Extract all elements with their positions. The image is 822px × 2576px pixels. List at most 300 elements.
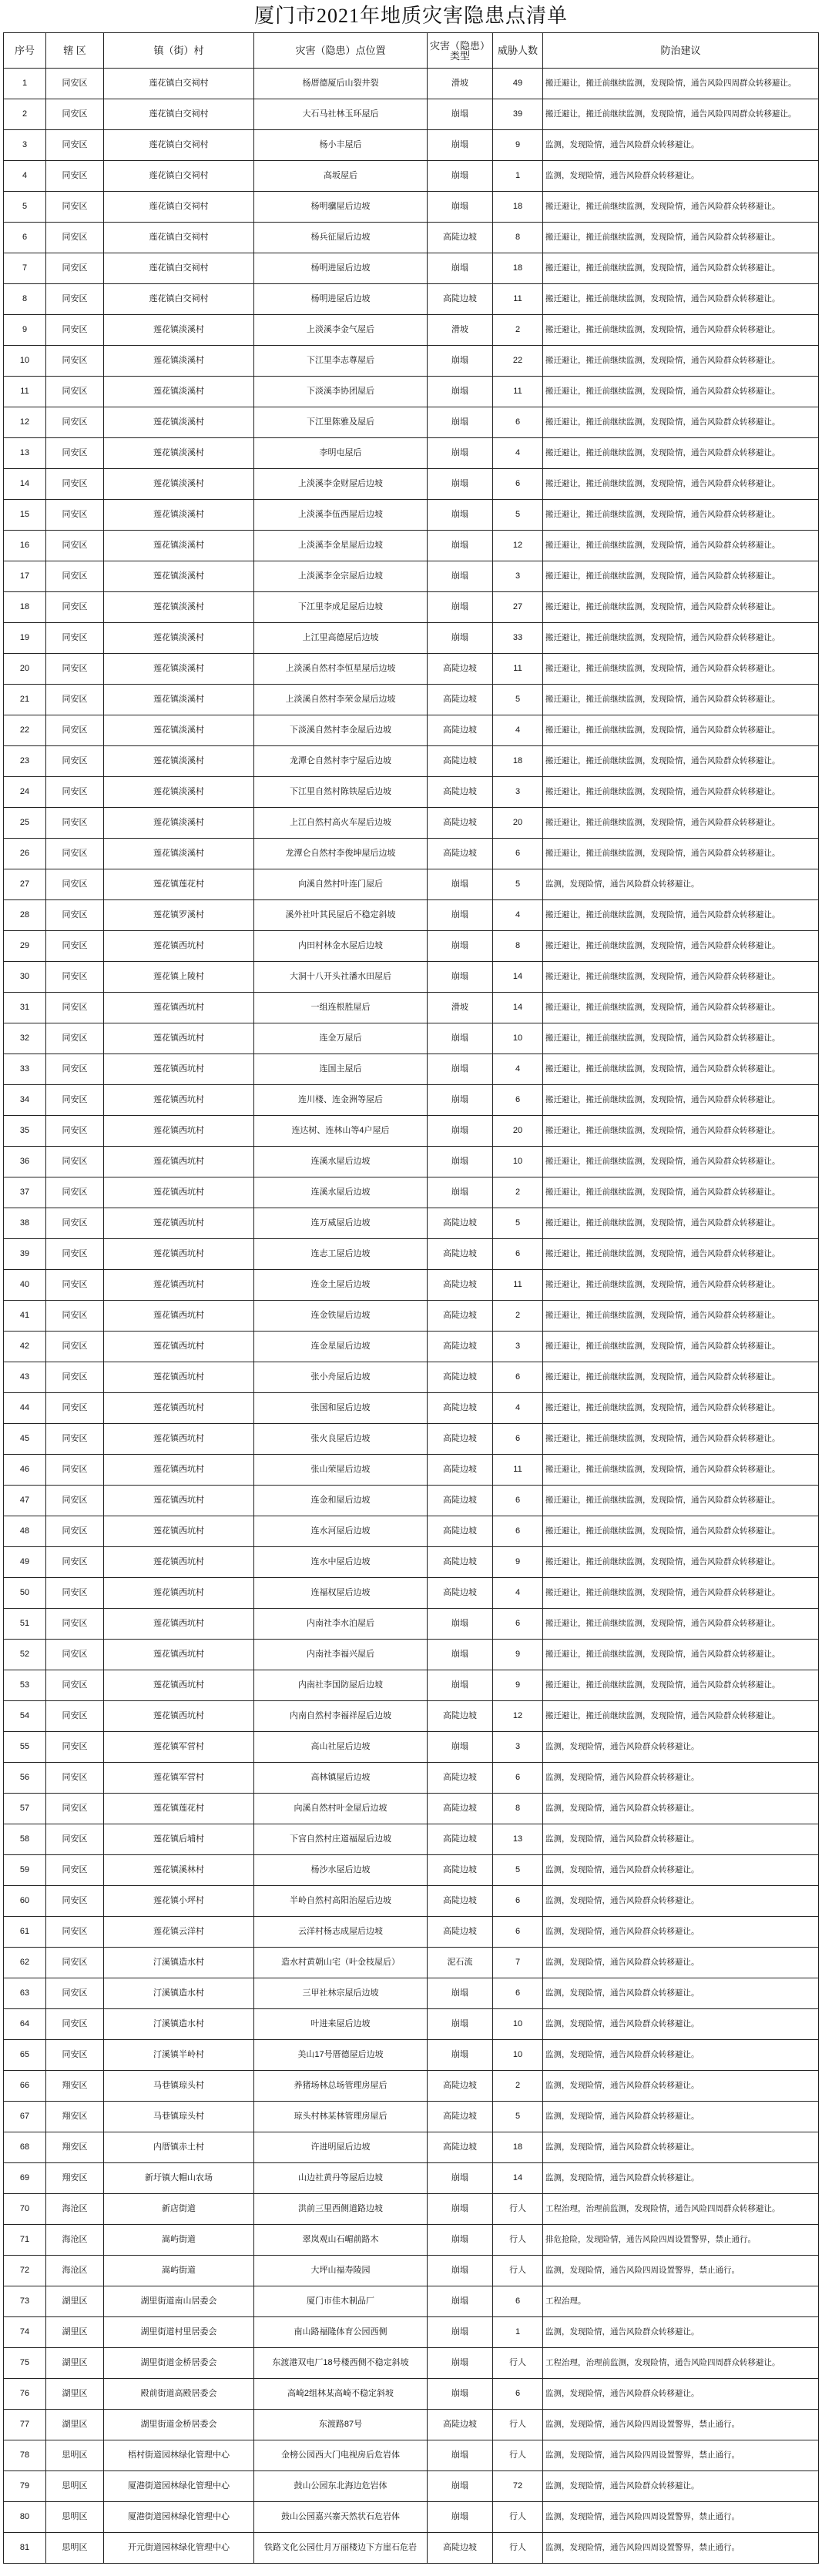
table-row <box>4 1332 819 1362</box>
cell-prevention-advice: 搬迁避让，搬迁前继续监测，发现险情，通告风险群众转移避让。 <box>543 993 819 1023</box>
cell-town-village: 莲花镇淡溪村 <box>104 839 254 869</box>
cell-hazard-type: 崩塌 <box>428 1978 493 2009</box>
cell-threatened-people: 行人 <box>493 2348 543 2379</box>
cell-district: 同安区 <box>46 346 104 377</box>
table-row <box>4 1794 819 1824</box>
cell-prevention-advice: 搬迁避让，搬迁前继续监测，发现险情，通告风险群众转移避让。 <box>543 1455 819 1486</box>
cell-town-village: 莲花镇淡溪村 <box>104 377 254 407</box>
cell-index: 56 <box>4 1763 46 1794</box>
cell-threatened-people: 7 <box>493 1948 543 1978</box>
table-row <box>4 2286 819 2317</box>
cell-threatened-people: 行人 <box>493 2440 543 2471</box>
table-row <box>4 2132 819 2163</box>
cell-threatened-people: 6 <box>493 1978 543 2009</box>
cell-town-village: 莲花镇淡溪村 <box>104 808 254 839</box>
cell-index: 30 <box>4 962 46 993</box>
header-prevention-advice: 防治建议 <box>543 33 819 69</box>
cell-threatened-people: 11 <box>493 654 543 685</box>
cell-threatened-people: 6 <box>493 1516 543 1547</box>
cell-threatened-people: 行人 <box>493 2533 543 2564</box>
table-row <box>4 1270 819 1301</box>
cell-district: 思明区 <box>46 2533 104 2564</box>
cell-hazard-type: 崩塌 <box>428 2440 493 2471</box>
cell-town-village: 莲花镇西坑村 <box>104 1177 254 1208</box>
cell-index: 35 <box>4 1116 46 1147</box>
cell-location: 三甲社林宗屋后边坡 <box>254 1978 428 2009</box>
cell-hazard-type: 崩塌 <box>428 2286 493 2317</box>
cell-location: 溪外社叶其民屋后不稳定斜坡 <box>254 900 428 931</box>
cell-index: 74 <box>4 2317 46 2348</box>
cell-town-village: 莲花镇西坑村 <box>104 1116 254 1147</box>
cell-threatened-people: 4 <box>493 1393 543 1424</box>
cell-town-village: 莲花镇西坑村 <box>104 1301 254 1332</box>
cell-town-village: 莲花镇西坑村 <box>104 1547 254 1578</box>
cell-town-village: 莲花镇西坑村 <box>104 1270 254 1301</box>
table-row <box>4 2225 819 2256</box>
cell-hazard-type: 崩塌 <box>428 869 493 900</box>
hazard-table <box>3 32 819 2564</box>
cell-index: 12 <box>4 407 46 438</box>
cell-threatened-people: 5 <box>493 500 543 531</box>
cell-threatened-people: 6 <box>493 1886 543 1917</box>
cell-threatened-people: 4 <box>493 1054 543 1085</box>
cell-town-village: 莲花镇西坑村 <box>104 1640 254 1670</box>
table-row <box>4 2348 819 2379</box>
table-row <box>4 407 819 438</box>
cell-location: 高林镇屋后边坡 <box>254 1763 428 1794</box>
cell-hazard-type: 崩塌 <box>428 130 493 161</box>
cell-hazard-type: 高陡边坡 <box>428 1424 493 1455</box>
cell-town-village: 莲花镇军营村 <box>104 1732 254 1763</box>
cell-index: 39 <box>4 1239 46 1270</box>
table-row <box>4 561 819 592</box>
cell-threatened-people: 3 <box>493 561 543 592</box>
cell-index: 61 <box>4 1917 46 1948</box>
cell-index: 21 <box>4 685 46 715</box>
table-row <box>4 223 819 253</box>
cell-threatened-people: 10 <box>493 2009 543 2040</box>
cell-index: 80 <box>4 2502 46 2533</box>
cell-hazard-type: 高陡边坡 <box>428 1362 493 1393</box>
table-row <box>4 346 819 377</box>
cell-prevention-advice: 搬迁避让，搬迁前继续监测，发现险情，通告风险四周群众转移避让。 <box>543 69 819 99</box>
cell-town-village: 莲花镇西坑村 <box>104 1023 254 1054</box>
cell-town-village: 新店街道 <box>104 2194 254 2225</box>
cell-district: 同安区 <box>46 746 104 777</box>
cell-prevention-advice: 搬迁避让，搬迁前继续监测，发现险情，通告风险群众转移避让。 <box>543 1424 819 1455</box>
cell-prevention-advice: 工程治理，治理前监测，发现险情，通告风险四周群众转移避让。 <box>543 2348 819 2379</box>
cell-index: 54 <box>4 1701 46 1732</box>
cell-district: 同安区 <box>46 500 104 531</box>
cell-district: 海沧区 <box>46 2194 104 2225</box>
cell-town-village: 莲花镇白交祠村 <box>104 130 254 161</box>
cell-district: 同安区 <box>46 1886 104 1917</box>
cell-district: 同安区 <box>46 1609 104 1640</box>
cell-district: 湖里区 <box>46 2317 104 2348</box>
table-row <box>4 1393 819 1424</box>
table-row <box>4 900 819 931</box>
cell-index: 52 <box>4 1640 46 1670</box>
cell-hazard-type: 崩塌 <box>428 1085 493 1116</box>
cell-hazard-type: 崩塌 <box>428 2163 493 2194</box>
cell-threatened-people: 11 <box>493 1455 543 1486</box>
cell-town-village: 莲花镇淡溪村 <box>104 685 254 715</box>
cell-index: 31 <box>4 993 46 1023</box>
cell-prevention-advice: 监测，发现险情，通告风险群众转移避让。 <box>543 130 819 161</box>
table-row <box>4 2533 819 2564</box>
cell-district: 同安区 <box>46 654 104 685</box>
cell-district: 同安区 <box>46 469 104 500</box>
cell-index: 73 <box>4 2286 46 2317</box>
cell-hazard-type: 崩塌 <box>428 1640 493 1670</box>
cell-town-village: 马巷镇琼头村 <box>104 2071 254 2102</box>
cell-threatened-people: 行人 <box>493 2225 543 2256</box>
cell-prevention-advice: 搬迁避让，搬迁前继续监测，发现险情，通告风险群众转移避让。 <box>543 1670 819 1701</box>
table-row <box>4 777 819 808</box>
cell-hazard-type: 崩塌 <box>428 1177 493 1208</box>
cell-district: 翔安区 <box>46 2132 104 2163</box>
cell-district: 同安区 <box>46 808 104 839</box>
cell-index: 68 <box>4 2132 46 2163</box>
cell-prevention-advice: 搬迁避让，搬迁前继续监测，发现险情，通告风险群众转移避让。 <box>543 1332 819 1362</box>
cell-hazard-type: 崩塌 <box>428 253 493 284</box>
cell-hazard-type: 高陡边坡 <box>428 839 493 869</box>
cell-district: 同安区 <box>46 1455 104 1486</box>
table-row <box>4 1023 819 1054</box>
cell-prevention-advice: 搬迁避让，搬迁前继续监测，发现险情，通告风险群众转移避让。 <box>543 623 819 654</box>
cell-index: 44 <box>4 1393 46 1424</box>
cell-prevention-advice: 搬迁避让，搬迁前继续监测，发现险情，通告风险群众转移避让。 <box>543 1516 819 1547</box>
cell-prevention-advice: 监测，发现险情，通告风险群众转移避让。 <box>543 2071 819 2102</box>
cell-location: 连万威屋后边坡 <box>254 1208 428 1239</box>
cell-threatened-people: 11 <box>493 284 543 315</box>
cell-hazard-type: 崩塌 <box>428 931 493 962</box>
cell-prevention-advice: 搬迁避让，搬迁前继续监测，发现险情，通告风险群众转移避让。 <box>543 469 819 500</box>
cell-town-village: 湖里街道南山居委会 <box>104 2286 254 2317</box>
cell-district: 同安区 <box>46 253 104 284</box>
cell-location: 连国主屋后 <box>254 1054 428 1085</box>
cell-district: 同安区 <box>46 623 104 654</box>
cell-prevention-advice: 搬迁避让，搬迁前继续监测，发现险情，通告风险群众转移避让。 <box>543 685 819 715</box>
cell-prevention-advice: 监测，发现险情，通告风险群众转移避让。 <box>543 2040 819 2071</box>
cell-town-village: 湖里街道村里居委会 <box>104 2317 254 2348</box>
cell-threatened-people: 1 <box>493 161 543 192</box>
cell-district: 同安区 <box>46 1362 104 1393</box>
cell-location: 下淡溪李协团屋后 <box>254 377 428 407</box>
cell-town-village: 莲花镇淡溪村 <box>104 592 254 623</box>
table-row <box>4 2163 819 2194</box>
cell-district: 同安区 <box>46 1332 104 1362</box>
cell-index: 60 <box>4 1886 46 1917</box>
cell-location: 琼头村林某林管理房屋后 <box>254 2102 428 2132</box>
cell-location: 向溪自然村叶金屋后边坡 <box>254 1794 428 1824</box>
table-row <box>4 1670 819 1701</box>
cell-index: 36 <box>4 1147 46 1177</box>
cell-location: 下江里李成足屋后边坡 <box>254 592 428 623</box>
cell-threatened-people: 2 <box>493 1301 543 1332</box>
cell-town-village: 湖里街道金桥居委会 <box>104 2348 254 2379</box>
cell-prevention-advice: 搬迁避让，搬迁前继续监测，发现险情，通告风险群众转移避让。 <box>543 1547 819 1578</box>
cell-location: 张火良屋后边坡 <box>254 1424 428 1455</box>
cell-index: 55 <box>4 1732 46 1763</box>
cell-hazard-type: 崩塌 <box>428 161 493 192</box>
cell-town-village: 内厝镇赤土村 <box>104 2132 254 2163</box>
cell-district: 同安区 <box>46 1978 104 2009</box>
cell-district: 同安区 <box>46 192 104 223</box>
cell-town-village: 莲花镇西坑村 <box>104 1054 254 1085</box>
cell-district: 同安区 <box>46 438 104 469</box>
cell-hazard-type: 高陡边坡 <box>428 1332 493 1362</box>
cell-prevention-advice: 搬迁避让，搬迁前继续监测，发现险情，通告风险群众转移避让。 <box>543 253 819 284</box>
cell-town-village: 莲花镇溪林村 <box>104 1855 254 1886</box>
cell-prevention-advice: 监测，发现险情，通告风险群众转移避让。 <box>543 2379 819 2410</box>
cell-town-village: 莲花镇淡溪村 <box>104 777 254 808</box>
cell-hazard-type: 滑坡 <box>428 315 493 346</box>
cell-town-village: 莲花镇淡溪村 <box>104 654 254 685</box>
cell-hazard-type: 高陡边坡 <box>428 2102 493 2132</box>
cell-index: 75 <box>4 2348 46 2379</box>
page-title: 厦门市2021年地质灾害隐患点清单 <box>253 5 568 27</box>
table-row <box>4 438 819 469</box>
cell-prevention-advice: 监测，发现险情，通告风险群众转移避让。 <box>543 2132 819 2163</box>
cell-location: 连溪水屋后边坡 <box>254 1147 428 1177</box>
cell-threatened-people: 27 <box>493 592 543 623</box>
cell-district: 同安区 <box>46 592 104 623</box>
cell-prevention-advice: 搬迁避让，搬迁前继续监测，发现险情，通告风险群众转移避让。 <box>543 377 819 407</box>
cell-location: 连金星屋后边坡 <box>254 1332 428 1362</box>
cell-town-village: 厦港街道园林绿化管理中心 <box>104 2471 254 2502</box>
cell-index: 6 <box>4 223 46 253</box>
cell-district: 同安区 <box>46 1732 104 1763</box>
cell-location: 许进明屋后边坡 <box>254 2132 428 2163</box>
table-row <box>4 531 819 561</box>
cell-threatened-people: 6 <box>493 1486 543 1516</box>
table-row <box>4 715 819 746</box>
cell-threatened-people: 20 <box>493 1116 543 1147</box>
cell-prevention-advice: 搬迁避让，搬迁前继续监测，发现险情，通告风险群众转移避让。 <box>543 561 819 592</box>
cell-town-village: 莲花镇西坑村 <box>104 1516 254 1547</box>
cell-town-village: 莲花镇云洋村 <box>104 1917 254 1948</box>
cell-hazard-type: 崩塌 <box>428 2348 493 2379</box>
cell-hazard-type: 崩塌 <box>428 623 493 654</box>
cell-threatened-people: 6 <box>493 407 543 438</box>
table-row <box>4 1147 819 1177</box>
cell-index: 62 <box>4 1948 46 1978</box>
cell-threatened-people: 33 <box>493 623 543 654</box>
cell-location: 内田村林金水屋后边坡 <box>254 931 428 962</box>
cell-district: 同安区 <box>46 1486 104 1516</box>
cell-district: 湖里区 <box>46 2410 104 2440</box>
cell-index: 78 <box>4 2440 46 2471</box>
cell-threatened-people: 10 <box>493 1147 543 1177</box>
cell-index: 58 <box>4 1824 46 1855</box>
cell-hazard-type: 崩塌 <box>428 2194 493 2225</box>
cell-location: 连溪水屋后边坡 <box>254 1177 428 1208</box>
cell-prevention-advice: 搬迁避让，搬迁前继续监测，发现险情，通告风险四周群众转移避让。 <box>543 99 819 130</box>
cell-town-village: 开元街道园林绿化管理中心 <box>104 2533 254 2564</box>
cell-hazard-type: 高陡边坡 <box>428 1393 493 1424</box>
cell-index: 42 <box>4 1332 46 1362</box>
cell-hazard-type: 崩塌 <box>428 1023 493 1054</box>
table-row <box>4 2410 819 2440</box>
cell-town-village: 莲花镇西坑村 <box>104 931 254 962</box>
table-row <box>4 2317 819 2348</box>
cell-district: 海沧区 <box>46 2256 104 2286</box>
cell-hazard-type: 崩塌 <box>428 1732 493 1763</box>
cell-index: 33 <box>4 1054 46 1085</box>
cell-index: 65 <box>4 2040 46 2071</box>
cell-town-village: 莲花镇西坑村 <box>104 1701 254 1732</box>
cell-location: 内南社李国防屋后边坡 <box>254 1670 428 1701</box>
cell-location: 连川楼、连金洲等屋后 <box>254 1085 428 1116</box>
cell-hazard-type: 崩塌 <box>428 99 493 130</box>
cell-district: 同安区 <box>46 69 104 99</box>
cell-prevention-advice: 监测，发现险情，通告风险四周设置警界，禁止通行。 <box>543 2256 819 2286</box>
cell-index: 57 <box>4 1794 46 1824</box>
cell-location: 鼓山公园东北海边危岩体 <box>254 2471 428 2502</box>
cell-index: 81 <box>4 2533 46 2564</box>
table-row <box>4 1116 819 1147</box>
cell-district: 同安区 <box>46 130 104 161</box>
cell-location: 美山17号厝德屋后边坡 <box>254 2040 428 2071</box>
cell-town-village: 莲花镇西坑村 <box>104 1424 254 1455</box>
cell-town-village: 汀溪镇半岭村 <box>104 2040 254 2071</box>
cell-location: 内南自然村李福祥屋后边坡 <box>254 1701 428 1732</box>
cell-hazard-type: 崩塌 <box>428 2225 493 2256</box>
cell-hazard-type: 崩塌 <box>428 2471 493 2502</box>
cell-district: 同安区 <box>46 531 104 561</box>
cell-threatened-people: 6 <box>493 1609 543 1640</box>
cell-threatened-people: 4 <box>493 438 543 469</box>
cell-prevention-advice: 监测，发现险情，通告风险四周设置警界，禁止通行。 <box>543 2533 819 2564</box>
cell-district: 同安区 <box>46 1270 104 1301</box>
cell-district: 同安区 <box>46 1948 104 1978</box>
cell-index: 66 <box>4 2071 46 2102</box>
table-row <box>4 2194 819 2225</box>
table-row <box>4 1917 819 1948</box>
cell-prevention-advice: 搬迁避让，搬迁前继续监测，发现险情，通告风险群众转移避让。 <box>543 592 819 623</box>
cell-town-village: 厦港街道园林绿化管理中心 <box>104 2502 254 2533</box>
cell-town-village: 莲花镇淡溪村 <box>104 531 254 561</box>
cell-location: 张国和屋后边坡 <box>254 1393 428 1424</box>
table-row <box>4 685 819 715</box>
cell-index: 23 <box>4 746 46 777</box>
cell-prevention-advice: 监测，发现险情，通告风险四周设置警界，禁止通行。 <box>543 2440 819 2471</box>
cell-index: 37 <box>4 1177 46 1208</box>
table-row <box>4 1177 819 1208</box>
cell-prevention-advice: 搬迁避让，搬迁前继续监测，发现险情，通告风险群众转移避让。 <box>543 777 819 808</box>
cell-prevention-advice: 搬迁避让，搬迁前继续监测，发现险情，通告风险群众转移避让。 <box>543 223 819 253</box>
cell-town-village: 莲花镇淡溪村 <box>104 561 254 592</box>
cell-town-village: 莲花镇白交祠村 <box>104 284 254 315</box>
table-row <box>4 2071 819 2102</box>
cell-location: 连金和屋后边坡 <box>254 1486 428 1516</box>
table-row <box>4 2040 819 2071</box>
cell-district: 同安区 <box>46 931 104 962</box>
cell-index: 27 <box>4 869 46 900</box>
cell-index: 13 <box>4 438 46 469</box>
cell-threatened-people: 行人 <box>493 2502 543 2533</box>
cell-prevention-advice: 搬迁避让，搬迁前继续监测，发现险情，通告风险群众转移避让。 <box>543 1239 819 1270</box>
cell-town-village: 莲花镇罗溪村 <box>104 900 254 931</box>
cell-location: 半岭自然村高阳治屋后边坡 <box>254 1886 428 1917</box>
cell-location: 洪前三里西侧道路边坡 <box>254 2194 428 2225</box>
table-row <box>4 1948 819 1978</box>
table-row <box>4 654 819 685</box>
cell-hazard-type: 崩塌 <box>428 2317 493 2348</box>
cell-prevention-advice: 搬迁避让，搬迁前继续监测，发现险情，通告风险群众转移避让。 <box>543 1023 819 1054</box>
cell-location: 大石马社林玉环屋后 <box>254 99 428 130</box>
cell-location: 翠岚观山石嵋前路木 <box>254 2225 428 2256</box>
cell-prevention-advice: 搬迁避让，搬迁前继续监测，发现险情，通告风险群众转移避让。 <box>543 715 819 746</box>
cell-threatened-people: 12 <box>493 531 543 561</box>
cell-town-village: 莲花镇上陵村 <box>104 962 254 993</box>
cell-district: 同安区 <box>46 1301 104 1332</box>
cell-prevention-advice: 搬迁避让，搬迁前继续监测，发现险情，通告风险群众转移避让。 <box>543 1609 819 1640</box>
cell-town-village: 莲花镇西坑村 <box>104 993 254 1023</box>
cell-hazard-type: 崩塌 <box>428 962 493 993</box>
cell-hazard-type: 崩塌 <box>428 561 493 592</box>
header-hazard-type: 灾害（隐患）类型 <box>428 33 493 69</box>
cell-town-village: 莲花镇白交祠村 <box>104 223 254 253</box>
table-row <box>4 993 819 1023</box>
cell-threatened-people: 5 <box>493 2102 543 2132</box>
cell-hazard-type: 高陡边坡 <box>428 2071 493 2102</box>
cell-index: 16 <box>4 531 46 561</box>
cell-district: 同安区 <box>46 1177 104 1208</box>
cell-threatened-people: 10 <box>493 1023 543 1054</box>
table-row <box>4 1516 819 1547</box>
cell-town-village: 嵩屿街道 <box>104 2225 254 2256</box>
cell-location: 连金万屋后 <box>254 1023 428 1054</box>
cell-prevention-advice: 监测，发现险情，通告风险群众转移避让。 <box>543 1794 819 1824</box>
cell-threatened-people: 5 <box>493 869 543 900</box>
cell-threatened-people: 5 <box>493 1855 543 1886</box>
cell-town-village: 莲花镇白交祠村 <box>104 69 254 99</box>
cell-location: 连水中屋后边坡 <box>254 1547 428 1578</box>
cell-threatened-people: 1 <box>493 2317 543 2348</box>
cell-index: 53 <box>4 1670 46 1701</box>
cell-hazard-type: 崩塌 <box>428 1609 493 1640</box>
cell-threatened-people: 49 <box>493 69 543 99</box>
cell-index: 47 <box>4 1486 46 1516</box>
table-row <box>4 1978 819 2009</box>
cell-town-village: 莲花镇西坑村 <box>104 1455 254 1486</box>
cell-location: 连水河屋后边坡 <box>254 1516 428 1547</box>
cell-town-village: 莲花镇淡溪村 <box>104 315 254 346</box>
cell-index: 49 <box>4 1547 46 1578</box>
cell-location: 大坪山福寿陵园 <box>254 2256 428 2286</box>
cell-threatened-people: 6 <box>493 839 543 869</box>
header-district: 辖 区 <box>46 33 104 69</box>
cell-prevention-advice: 搬迁避让，搬迁前继续监测，发现险情，通告风险群众转移避让。 <box>543 808 819 839</box>
cell-threatened-people: 14 <box>493 962 543 993</box>
cell-prevention-advice: 监测，发现险情，通告风险群众转移避让。 <box>543 2009 819 2040</box>
cell-prevention-advice: 监测，发现险情，通告风险群众转移避让。 <box>543 1855 819 1886</box>
cell-location: 高坂屋后 <box>254 161 428 192</box>
cell-town-village: 汀溪镇造水村 <box>104 1948 254 1978</box>
table-row <box>4 1763 819 1794</box>
cell-district: 同安区 <box>46 1855 104 1886</box>
cell-index: 43 <box>4 1362 46 1393</box>
cell-district: 思明区 <box>46 2502 104 2533</box>
cell-hazard-type: 崩塌 <box>428 438 493 469</box>
cell-location: 铁路文化公园仕月万丽楼边下方崖石危岩 <box>254 2533 428 2564</box>
cell-threatened-people: 4 <box>493 715 543 746</box>
table-row <box>4 1701 819 1732</box>
cell-district: 同安区 <box>46 1701 104 1732</box>
cell-district: 同安区 <box>46 869 104 900</box>
